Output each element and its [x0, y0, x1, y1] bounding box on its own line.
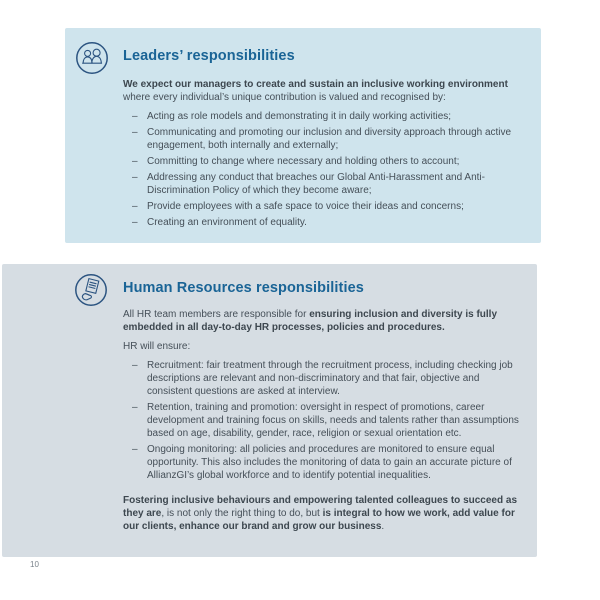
intro-bold-text: ensuring inclusion and diversity is fully embedded in all day-to-day HR processes, policies and procedures.	[123, 309, 498, 333]
bullet-text: Retention, training and promotion: oversight in respect of promotions, career development and training focus on skills, needs and talents rather than assumptions based on age, disability, gender, race, religion or sexual orientation etc.	[147, 402, 519, 439]
bullet-dash: –	[132, 444, 138, 455]
lead-in-text: HR will ensure:	[123, 341, 191, 352]
bullet-text: Recruitment: fair treatment through the recruitment process, including checking job descriptions are relevant and non-discriminatory and that fair, objective and consistent questions are asked at interview.	[147, 360, 513, 397]
bullet-dash: –	[132, 127, 138, 138]
bullet-dash: –	[132, 217, 138, 228]
bullet-item	[123, 359, 523, 398]
section-card-hr	[2, 264, 537, 557]
bullet-text: Acting as role models and demonstrating it in daily working activities;	[147, 111, 452, 122]
bullet-text: Communicating and promoting our inclusion and diversity approach through active engagement, both internally and externally;	[147, 127, 512, 151]
document-hand-icon	[73, 272, 109, 308]
intro-paragraph	[123, 78, 528, 104]
bullet-dash: –	[132, 360, 138, 371]
intro-paragraph	[123, 308, 523, 334]
bullet-text: Provide employees with a safe space to voice their ideas and concerns;	[147, 201, 464, 212]
closing-bold-text: Fostering inclusive behaviours and empowering talented colleagues to succeed as they are	[123, 495, 517, 519]
bullet-item	[123, 401, 523, 440]
bullet-list-leaders	[123, 110, 528, 229]
page-number: 10	[30, 560, 39, 569]
bullet-item	[123, 171, 528, 197]
bullet-text: Addressing any conduct that breaches our Global Anti-Harassment and Anti-Discrimination Policy of which they become aware;	[147, 172, 485, 196]
bullet-dash: –	[132, 172, 138, 183]
section-title-leaders: Leaders’ responsibilities	[123, 48, 295, 64]
bullet-item	[123, 200, 528, 213]
bullet-item	[123, 443, 523, 482]
bullet-text: Ongoing monitoring: all policies and procedures are monitored to ensure equal opportunity. This also includes the monitoring of data to gain an accurate picture of AllianzGI’s global workforce and to identify potential inequalities.	[147, 444, 512, 481]
bullet-item	[123, 110, 528, 123]
intro-regular-text: All HR team members are responsible for	[123, 309, 310, 320]
bullet-dash: –	[132, 201, 138, 212]
intro-regular-text: where every individual’s unique contribution is valued and recognised by:	[123, 92, 446, 103]
bullet-dash: –	[132, 402, 138, 413]
section-title-hr: Human Resources responsibilities	[123, 280, 364, 296]
intro-bold-text: We expect our managers to create and sustain an inclusive working environment	[123, 79, 508, 90]
closing-regular-text: .	[381, 521, 385, 532]
bullet-text: Committing to change where necessary and holding others to account;	[147, 156, 460, 167]
section-content-leaders	[123, 78, 528, 229]
bullet-list-hr	[123, 359, 523, 482]
section-card-leaders	[65, 28, 541, 243]
section-content-hr	[123, 308, 523, 539]
bullet-dash: –	[132, 156, 138, 167]
closing-paragraph	[123, 494, 523, 533]
bullet-item	[123, 216, 528, 229]
bullet-item	[123, 126, 528, 152]
people-icon	[74, 40, 110, 76]
closing-bold-text: is integral to how we work, add value for our clients, enhance our brand and grow our business	[123, 508, 515, 532]
bullet-text: Creating an environment of equality.	[147, 217, 307, 228]
bullet-dash: –	[132, 111, 138, 122]
closing-regular-text: , is not only the right thing to do, but	[161, 508, 323, 519]
bullet-item	[123, 155, 528, 168]
